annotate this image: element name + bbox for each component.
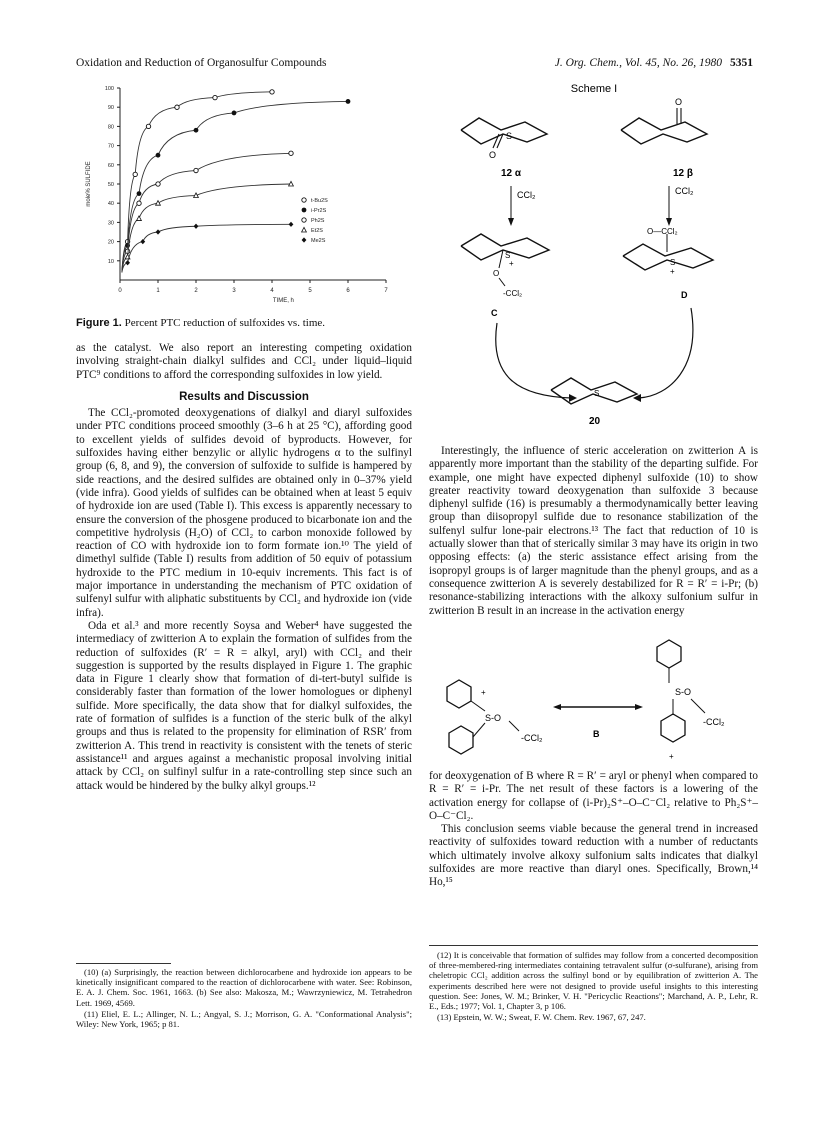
journal-citation: J. Org. Chem., Vol. 45, No. 26, 1980 (554, 57, 722, 69)
y-axis-label: mole% SULFIDE (86, 161, 92, 207)
intro-paragraph: as the catalyst. We also report an interesting competing oxidation involving straight-chain dialkyl sulfides and CCl₂ under liquid–liquid PTC⁹ conditions to afford the corresponding sulfoxides in low yield. (76, 342, 412, 381)
y-tick-label: 60 (107, 162, 114, 169)
atom-o-12b: O (675, 97, 683, 107)
legend-label: t-Bu2S (311, 198, 328, 204)
data-point (289, 222, 294, 227)
legend-label: Ph2S (311, 218, 325, 224)
data-point (133, 172, 137, 176)
footnote-rule-right (429, 945, 758, 946)
data-point (346, 99, 351, 104)
legend-label: Me2S (311, 238, 326, 244)
s-o-b-right: S-O (675, 687, 692, 697)
reagent-ccl2-left: CCl₂ (517, 190, 536, 200)
header-journal (555, 57, 753, 75)
atom-s-12a: S (506, 131, 513, 141)
ccl2-b-right: -CCl₂ (703, 717, 725, 727)
footnote-12: (12) It is conceivable that formation of sulfides may follow from a concerted decomposition of three-membered-ring intermediates containing tetravalent sulfur (σ-sulfurane), arising from cheletropic CCl₂ addition across the sulfinyl bond or by equilibration of zwitterion A. The experiments described here were not designed to provide useful insights to this interesting question. See: Jones, W. M.; Brinker, V. H. "Pericyclic Reactions"; Marchand, A. P., Lehr, R. E., Eds.; 1977; Vol. 1, Chapter 3, p 106. (429, 950, 758, 1012)
figure1-chart (76, 80, 421, 312)
legend-marker (302, 218, 306, 222)
label-12b: 12 β (673, 168, 694, 179)
plus-b-right: + (669, 752, 674, 761)
page-number: 5351 (730, 57, 753, 69)
label-d: D (681, 290, 688, 300)
plus-d: + (670, 267, 675, 276)
right-column-bottom (429, 770, 758, 890)
data-point (156, 201, 161, 206)
legend-label: i-Pr2S (311, 208, 327, 214)
data-point (146, 124, 150, 128)
x-tick-label: 2 (194, 288, 198, 294)
structure-12a (461, 118, 547, 179)
y-tick-label: 10 (107, 258, 114, 265)
x-tick-label: 5 (308, 288, 312, 294)
plus-b-left: + (481, 688, 486, 697)
scheme-1 (429, 78, 759, 433)
data-point (137, 216, 142, 221)
label-c: C (491, 308, 498, 318)
y-tick-label: 70 (107, 143, 114, 150)
series-line (122, 184, 291, 272)
right-paragraph-3: This conclusion seems viable because the general trend in increased reactivity of sulfoxides toward reduction with a number of reductants which ultimately involve alkoxy sulfonium salts indicates that dialkyl sulfoxides are more reactive than diaryl ones. Specifically, Brown,¹⁴ Ho,¹⁵ (429, 823, 758, 889)
label-20: 20 (589, 416, 601, 427)
legend-label: Et2S (311, 228, 323, 234)
y-tick-label: 20 (107, 239, 114, 246)
data-point (289, 151, 293, 155)
data-point (194, 224, 199, 229)
running-header (76, 57, 753, 75)
data-point (140, 239, 145, 244)
footnote-11: (11) Eliel, E. L.; Allinger, N. L.; Angyal, S. J.; Morrison, G. A. "Conformational Analysis"; Wiley: New York, 1965; p 81. (76, 1008, 412, 1030)
left-footnotes (76, 967, 412, 1030)
series-line (122, 92, 272, 272)
legend-marker (302, 198, 306, 202)
right-column-top (429, 445, 758, 618)
y-tick-label: 90 (107, 105, 114, 112)
x-tick-label: 7 (384, 288, 388, 294)
y-tick-label: 50 (107, 182, 114, 188)
scheme-title: Scheme I (570, 83, 618, 95)
results-paragraph-1: The CCl₂-promoted deoxygenations of dialkyl and diaryl sulfoxides under PTC conditions proceed smoothly (3–6 h at 25 °C), affording good to excellent yields of sulfides devoid of byproducts. However, for sulfoxides having either benzylic or allylic hydrogens α to the sulfinyl group (6, 8, and 9), the conversion of sulfoxide to sulfide is hampered by side reactions, and the desired sulfides are obtained only in 0–37% yield (vide infra). Good yields of sulfides can be obtained when at least 5 equiv of hydroxide ion are used (Table I). This excess is apparently necessary to ensure the conversion of the phosgene produced to bicarbonate ion and the competitive hydrolysis (H₂O) of CCl₂ to carbon monoxide followed by reaction of CO with hydroxide ion to form formate ion.¹⁰ The yield of dimethyl sulfide (Table I) results from addition of 50 equiv of potassium hydroxide to the PTC medium in 10-equiv increments. This fact is of major importance in understanding the mechanism of PTC oxidation of sulfenyl sulfur with aliphatic substituents by CCl₂ and hydroxide ion (vide infra). (76, 407, 412, 619)
atom-s-c: S (505, 251, 511, 260)
footnote-10: (10) (a) Surprisingly, the reaction between dichlorocarbene and hydroxide ion appears to be kinetically insignificant compared to the reaction of dichlorocarbene with water. See: Robinson, E. A. J. Chem. Soc. 1961, 1663. (b) See also: Makosza, M.; Wawrzyniewicz, M. Tetrahedron Lett. 1969, 4569. (76, 967, 412, 1008)
header-title: Oxidation and Reduction of Organosulfur Compounds (76, 57, 327, 69)
structure-d (623, 227, 713, 300)
data-point (137, 201, 141, 205)
data-point (213, 95, 217, 99)
zwitterion-b-left (447, 680, 543, 754)
data-point (156, 182, 160, 186)
series-line (122, 153, 291, 272)
data-point (175, 105, 179, 109)
x-tick-label: 4 (270, 288, 274, 294)
footnote-rule-left (76, 963, 171, 964)
y-tick-label: 100 (104, 86, 114, 92)
data-point (125, 260, 130, 265)
legend-marker (302, 227, 307, 232)
figure1-caption (76, 317, 416, 329)
ccl2-b-left: -CCl₂ (521, 733, 543, 743)
data-point (156, 153, 161, 158)
x-tick-label: 3 (232, 288, 236, 294)
zwitterion-b-right (657, 640, 725, 761)
plus-c: + (509, 259, 514, 268)
atom-s-20: S (594, 389, 600, 398)
structure-12b (621, 97, 707, 179)
x-axis-label: TIME, h (272, 298, 294, 304)
right-paragraph-1: Interestingly, the influence of steric acceleration on zwitterion A is apparently more important than the stability of the departing sulfide. For example, one might have expected diphenyl sulfoxide (10) to show greater reactivity toward deoxygenation than sulfoxide 3 because diphenyl sulfide (16) is presumably a thermodynamically better leaving group than diisopropyl sulfide due to resonance stabilization of the sulfenyl sulfur lone-pair electrons.¹³ The fact that reduction of 10 is actually slower than that of sterically similar 3 may have its origin in two opposing effects: (a) the steric assistance effect arising from the isopropyl groups is of larger magnitude than the phenyl groups, and as a consequence zwitterion A is severely destabilized for R = R′ = i-Pr; (b) resonance-stabilizing interactions with the alkoxy sulfonium sulfur in zwitterion B result in an increase in the activation energy (429, 445, 758, 617)
reagent-ccl2-right: CCl₂ (675, 186, 694, 196)
x-tick-label: 1 (156, 288, 160, 294)
right-footnotes (429, 950, 758, 1023)
structure-20 (551, 378, 637, 427)
y-tick-label: 30 (107, 220, 114, 227)
legend-marker (302, 237, 307, 242)
y-tick-label: 40 (107, 201, 114, 208)
footnote-13: (13) Epstein, W. W.; Sweat, F. W. Chem. Rev. 1967, 67, 247. (437, 1012, 646, 1023)
atom-s-d: S (670, 258, 676, 267)
x-tick-label: 6 (346, 288, 350, 294)
data-point (156, 229, 161, 234)
figure1-caption-text: Percent PTC reduction of sulfoxides vs. time. (124, 317, 326, 329)
data-point (194, 168, 198, 172)
data-point (232, 111, 237, 116)
right-paragraph-2: for deoxygenation of B where R = R′ = aryl or phenyl when compared to R = R′ = i-Pr. The net result of these factors is a lowering of the activation energy for collapse of (i-Pr)₂S⁺–O–C⁻Cl₂ relative to Ph₂S⁺–O–C⁻Cl₂. (429, 770, 758, 822)
results-paragraph-2: Oda et al.³ and more recently Soysa and Weber⁴ have suggested the intermediacy of zwitterion A to explain the formation of sulfides from the reduction of sulfoxides (R′ = R = alkyl, aryl) with CCl₂ and their suggestion is supported by the results displayed in Figure 1. The graphic data in Figure 1 clearly show that formation of di-tert-butyl sulfide is considerably faster than formation of the lower homologues or diphenyl sulfide. More specifically, the data show that for dialkyl sulfoxides, the rate of formation of sulfides is a function of the steric bulk of the alkyl groups and thus is related to the propensity for elimination of RSR′ from zwitterion A. This trend in reactivity is consistent with the tenets of steric assistance¹¹ and argues against a mechanistic proposal involving initial attack by CCl₂ on sulfinyl sulfur in a rate-controlling step since such an attack would be hindered by the bulky alkyl groups.¹² (76, 619, 412, 792)
atom-o-12a: O (489, 150, 497, 160)
data-point (137, 191, 142, 196)
label-12a: 12 α (501, 168, 522, 179)
data-point (270, 90, 274, 94)
structure-c (461, 234, 549, 318)
figure1-caption-label: Figure 1. (76, 317, 122, 329)
series-line (122, 224, 291, 272)
x-tick-label: 0 (118, 288, 122, 294)
section-title: Results and Discussion (179, 390, 309, 403)
ccl2-c: -CCl₂ (503, 289, 523, 298)
y-tick-label: 80 (107, 124, 114, 131)
legend-marker (302, 208, 307, 213)
zwitterion-b-resonance (429, 635, 759, 765)
left-column (76, 342, 412, 793)
atom-o-c: O (493, 269, 500, 278)
data-point (194, 128, 199, 133)
o-ccl2-d: O—CCl₂ (647, 227, 678, 236)
label-b: B (593, 729, 600, 739)
s-o-b-left: S-O (485, 713, 502, 723)
